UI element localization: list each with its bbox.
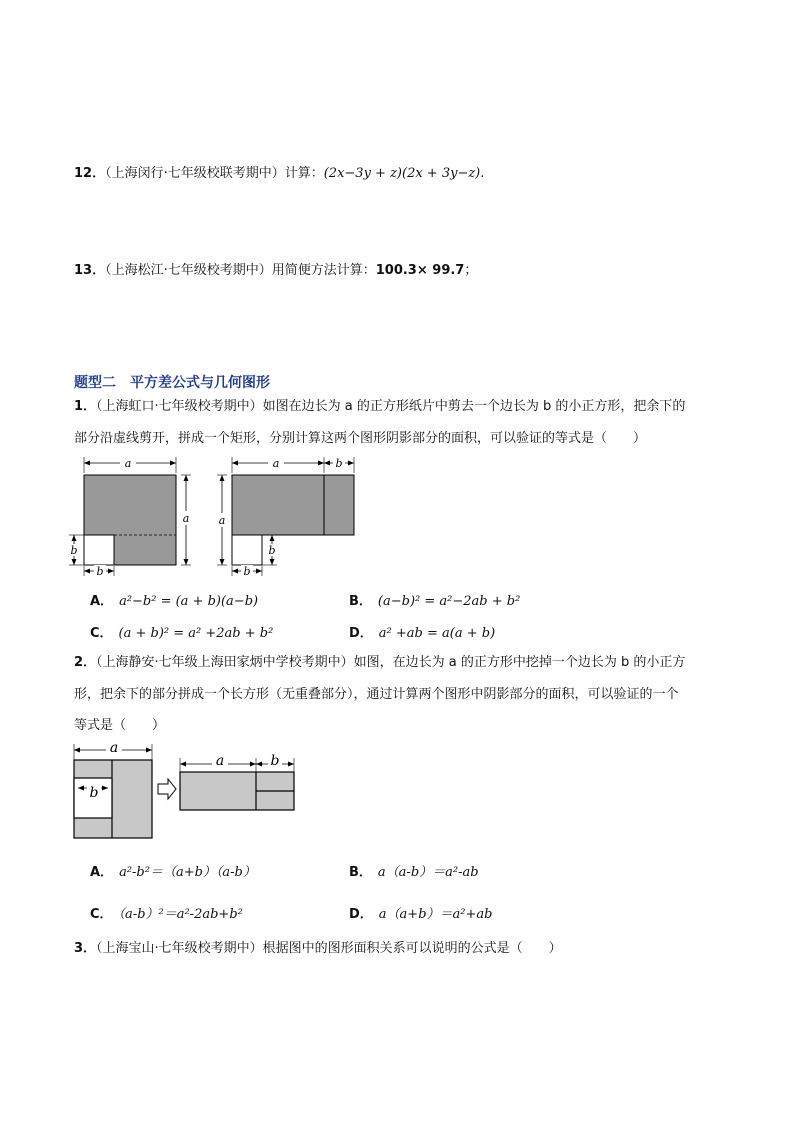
question-end: . <box>480 166 485 181</box>
rectangle-part-2 <box>324 475 354 535</box>
label-a: a <box>109 740 119 756</box>
option-a[interactable]: A． a²−b² = (a + b)(a−b) <box>90 594 259 609</box>
question-text: （上海宝山·七年级校考期中）根据图中的图形面积关系可以说明的公式是（ ） <box>96 941 562 956</box>
question-number: 2． <box>74 655 97 670</box>
label-b: b <box>70 544 78 557</box>
label-b: b <box>243 565 251 578</box>
figure-1 <box>66 453 366 579</box>
problem-1-line1 <box>74 398 685 416</box>
question-end: ； <box>464 263 478 278</box>
label-b: b <box>270 753 280 769</box>
problem-2-line1 <box>74 654 685 672</box>
option-a[interactable]: A． a²-b²＝（a+b）（a-b） <box>90 865 256 880</box>
label-a: a <box>215 753 225 769</box>
section-title: 题型二 平方差公式与几何图形 <box>74 375 270 391</box>
problem-3 <box>74 940 562 958</box>
question-number: 3． <box>74 941 97 956</box>
math-expression: (2x−3y + z)(2x + 3y−z) <box>323 166 481 181</box>
question-number: 12． <box>74 166 106 181</box>
figure-1-left <box>68 455 192 578</box>
option-c[interactable]: C． (a + b)² = a² +2ab + b² <box>90 626 274 641</box>
problem-2-line2: 形，把余下的部分拼成一个长方形（无重叠部分），通过计算两个图形中阴影部分的面积，可以验证的一个 <box>74 687 679 702</box>
question-number: 13． <box>74 263 106 278</box>
small-square-empty <box>232 535 262 565</box>
question-text: （上海闵行·七年级校联考期中）计算： <box>105 166 324 181</box>
question-12 <box>74 165 484 183</box>
small-square-cut <box>84 535 114 565</box>
label-a: a <box>272 457 280 470</box>
figure-1-right <box>216 455 354 578</box>
math-expression: 100.3× 99.7 <box>375 263 465 278</box>
question-text: （上海虹口·七年级校考期中）如图在边长为 a 的正方形纸片中剪去一个边长为 b 的小正方形，把余下的 <box>96 399 686 414</box>
question-text: （上海静安·七年级上海田家炳中学校考期中）如图，在边长为 a 的正方形中挖掉一个边长为 b 的小正方 <box>96 655 686 670</box>
label-a: a <box>182 512 190 525</box>
option-b[interactable]: B． (a−b)² = a²−2ab + b² <box>349 594 521 609</box>
figure-2 <box>68 738 304 842</box>
label-b: b <box>268 544 276 557</box>
problem-2-line3: 等式是（ ） <box>74 718 166 733</box>
label-b: b <box>96 565 104 578</box>
option-d[interactable]: D． a² +ab = a(a + b) <box>349 626 496 641</box>
question-text: （上海松江·七年级校考期中）用简便方法计算： <box>105 263 376 278</box>
label-b: b <box>335 457 343 470</box>
rectangle-part-1 <box>232 475 324 535</box>
option-b[interactable]: B． a（a-b）＝a²-ab <box>349 865 479 880</box>
arrow <box>158 779 176 799</box>
label-a: a <box>124 457 132 470</box>
label-a: a <box>218 514 226 527</box>
option-d[interactable]: D． a（a+b）＝a²+ab <box>349 907 493 922</box>
figure-2-left <box>74 739 152 838</box>
figure-2-right <box>180 752 294 810</box>
question-13 <box>74 262 477 280</box>
label-b: b <box>89 785 99 801</box>
problem-1-line2: 部分沿虚线剪开，拼成一个矩形，分别计算这两个图形阴影部分的面积，可以验证的等式是（ ） <box>74 431 647 446</box>
question-number: 1． <box>74 399 97 414</box>
option-c[interactable]: C． （a-b）²＝a²-2ab+b² <box>90 907 243 922</box>
